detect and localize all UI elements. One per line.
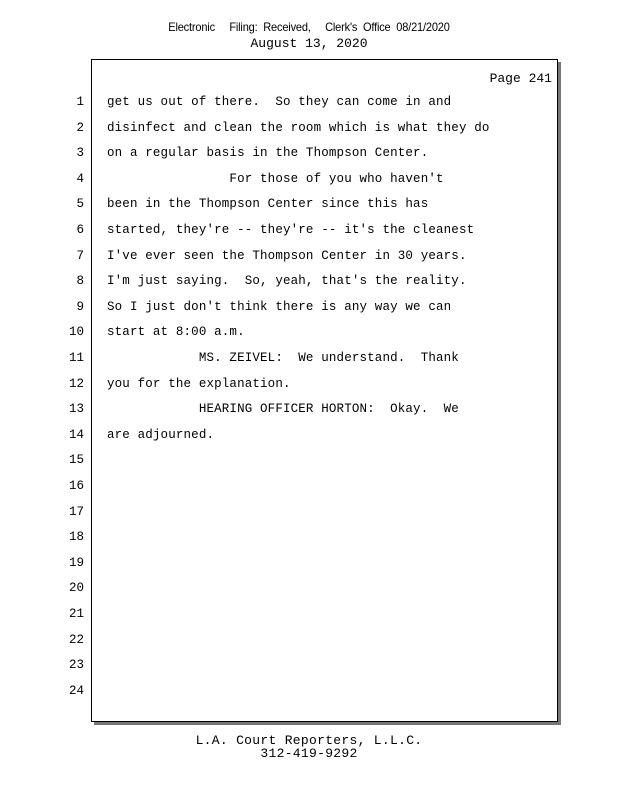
line-number: 4 bbox=[76, 172, 84, 186]
line-number: 18 bbox=[68, 530, 84, 544]
line-text: HEARING OFFICER HORTON: Okay. We bbox=[107, 402, 459, 416]
line-number: 20 bbox=[68, 581, 84, 595]
page-number: Page 241 bbox=[489, 71, 552, 86]
line-text: For those of you who haven't bbox=[107, 172, 444, 186]
line-number: 21 bbox=[68, 607, 84, 621]
line-number: 22 bbox=[68, 633, 84, 647]
line-number: 1 bbox=[76, 95, 84, 109]
hearing-date: August 13, 2020 bbox=[250, 36, 368, 51]
line-number: 14 bbox=[68, 428, 84, 442]
line-number: 17 bbox=[68, 505, 84, 519]
line-number: 19 bbox=[68, 556, 84, 570]
line-number: 6 bbox=[76, 223, 84, 237]
line-number: 9 bbox=[76, 300, 84, 314]
line-text: I'm just saying. So, yeah, that's the reality. bbox=[107, 274, 467, 288]
line-number: 12 bbox=[68, 377, 84, 391]
line-text: start at 8:00 a.m. bbox=[107, 325, 245, 339]
line-number: 16 bbox=[68, 479, 84, 493]
line-text: I've ever seen the Thompson Center in 30 years. bbox=[107, 249, 467, 263]
line-text: been in the Thompson Center since this has bbox=[107, 197, 429, 211]
line-text: you for the explanation. bbox=[107, 377, 291, 391]
reporter-company: L.A. Court Reporters, L.L.C. bbox=[195, 733, 423, 748]
line-number: 13 bbox=[68, 402, 84, 416]
line-number: 10 bbox=[68, 325, 84, 339]
line-number: 2 bbox=[76, 121, 84, 135]
line-number: 5 bbox=[76, 197, 84, 211]
line-text: get us out of there. So they can come in and bbox=[107, 95, 452, 109]
line-text: on a regular basis in the Thompson Center. bbox=[107, 146, 429, 160]
line-text: disinfect and clean the room which is what they do bbox=[107, 121, 490, 135]
line-number: 7 bbox=[76, 249, 84, 263]
line-text: MS. ZEIVEL: We understand. Thank bbox=[107, 351, 459, 365]
filing-stamp: Electronic Filing: Received, Clerk's Office 08/21/2020 bbox=[168, 20, 450, 34]
line-number: 23 bbox=[68, 658, 84, 672]
line-number: 24 bbox=[68, 684, 84, 698]
line-number: 8 bbox=[76, 274, 84, 288]
line-text: started, they're -- they're -- it's the cleanest bbox=[107, 223, 475, 237]
reporter-phone: 312-419-9292 bbox=[260, 746, 358, 761]
line-number: 15 bbox=[68, 453, 84, 467]
line-text: are adjourned. bbox=[107, 428, 215, 442]
line-number: 3 bbox=[76, 146, 84, 160]
line-number: 11 bbox=[68, 351, 84, 365]
line-text: So I just don't think there is any way we can bbox=[107, 300, 452, 314]
